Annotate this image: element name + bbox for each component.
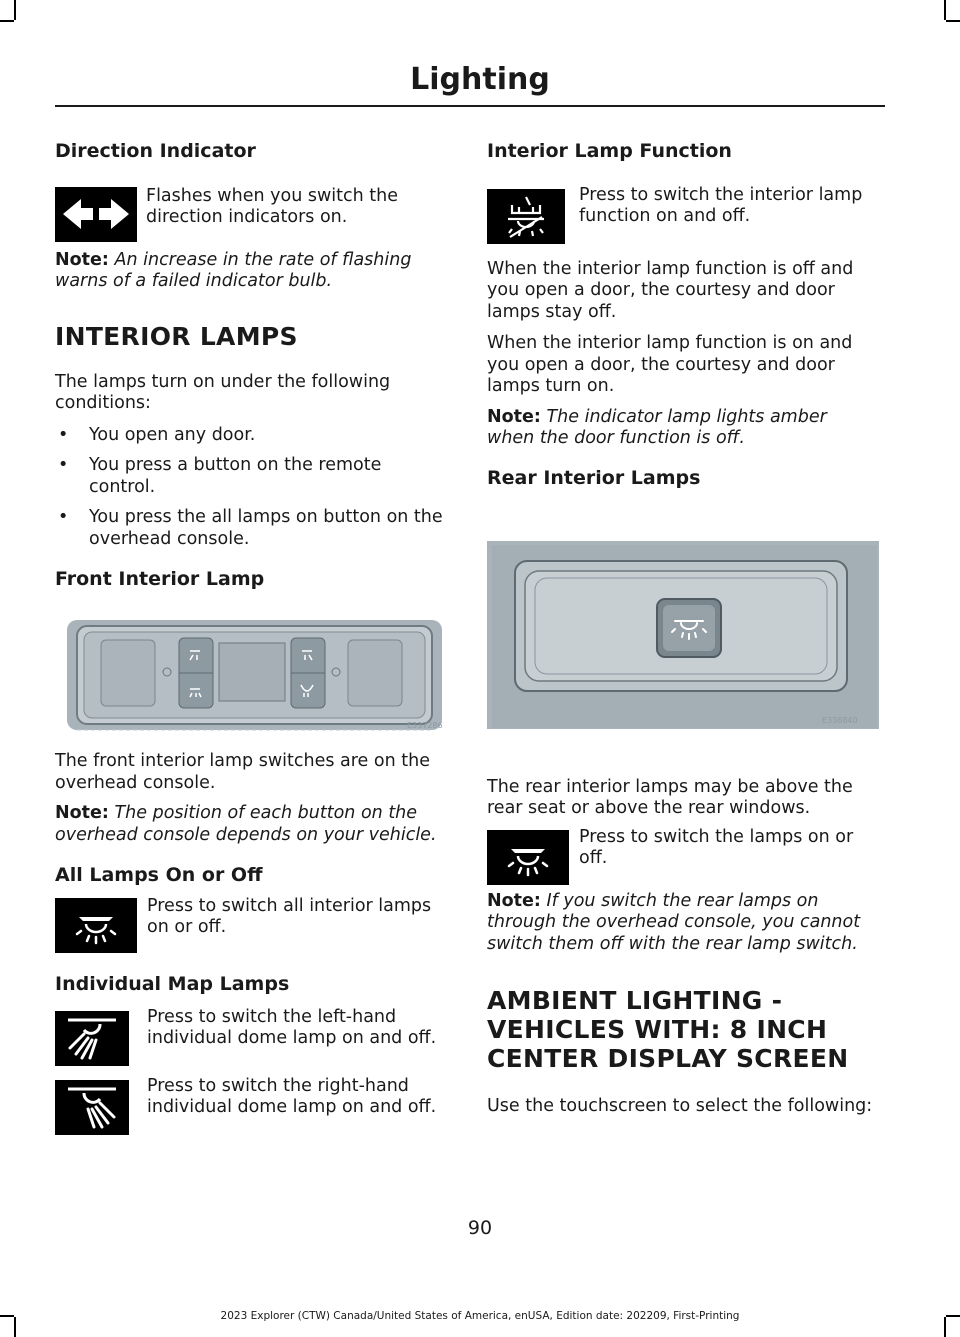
dome-lamp-icon (487, 830, 569, 885)
right-column (487, 140, 879, 1118)
heading-line: AMBIENT LIGHTING - (487, 986, 783, 1015)
crop-mark (0, 20, 14, 22)
conditions-list (55, 425, 447, 551)
page-number: 90 (467, 1217, 493, 1239)
interior-lamps-intro: The lamps turn on under the following conditions: (55, 371, 391, 414)
rear-lamp-press-text: Press to switch the lamps on or off. (579, 826, 854, 868)
list-item: • You press the all lamps on button on the overhead console. (55, 507, 447, 550)
interior-lamp-on-paragraph: When the interior lamp function is on and you open a door, the courtesy and door lamps turn on. (487, 333, 853, 397)
figure-code: E336840 (822, 715, 858, 725)
direction-indicator-heading: Direction Indicator (55, 140, 256, 162)
right-map-lamp-text: Press to switch the right-hand individual dome lamp on and off. (147, 1075, 437, 1117)
left-map-lamp-text: Press to switch the left-hand individual dome lamp on and off. (147, 1006, 437, 1048)
page-title: Lighting (410, 62, 550, 97)
list-item: • You press a button on the remote control. (55, 455, 447, 498)
direction-indicator-row (55, 185, 447, 242)
interior-lamp-off-paragraph: When the interior lamp function is off and you open a door, the courtesy and door lamps stay off. (487, 258, 854, 322)
ambient-lighting-text: Use the touchscreen to select the following: (487, 1096, 873, 1116)
all-lamps-row (55, 895, 447, 953)
rear-lamp-press-row (487, 826, 879, 885)
left-map-lamp-row (55, 1006, 447, 1066)
note-text: If you switch the rear lamps on through the overhead console, you cannot switch them off with the rear lamp switch. (487, 890, 861, 954)
interior-lamp-function-heading: Interior Lamp Function (487, 140, 732, 162)
footer-text: 2023 Explorer (CTW) Canada/United States of America, enUSA, Edition date: 202209, First-Printing (220, 1310, 740, 1322)
interior-lamp-function-row (487, 184, 879, 244)
heading-line: VEHICLES WITH: 8 INCH (487, 1015, 828, 1044)
front-lamp-figure (55, 615, 447, 735)
right-map-lamp-icon (55, 1080, 129, 1135)
ambient-lighting-heading (487, 986, 879, 1073)
crop-mark (946, 20, 960, 22)
interior-lamps-heading: INTERIOR LAMPS (55, 321, 298, 351)
note-label: Note: (55, 803, 109, 823)
note-label: Note: (487, 890, 541, 911)
map-lamps-heading: Individual Map Lamps (55, 972, 290, 995)
all-lamps-heading: All Lamps On or Off (55, 864, 263, 886)
all-lamps-text: Press to switch all interior lamps on or off. (147, 895, 432, 938)
note-text: The position of each button on the overhead console depends on your vehicle. (55, 803, 437, 845)
left-column (55, 140, 447, 1135)
rear-interior-lamps-note (487, 891, 879, 956)
heading-line: CENTER DISPLAY SCREEN (487, 1044, 849, 1073)
door-lamp-off-icon (487, 189, 565, 244)
rear-lamp-figure (487, 541, 879, 729)
note-label: Note: (55, 249, 109, 270)
note-label: Note: (487, 406, 541, 427)
front-interior-lamp-note (55, 803, 447, 846)
interior-lamp-function-note (487, 407, 879, 450)
direction-indicator-text: Flashes when you switch the direction indicators on. (146, 185, 398, 228)
header-rule (55, 105, 885, 107)
right-map-lamp-row (55, 1075, 447, 1135)
crop-mark (14, 0, 16, 20)
rear-interior-lamps-text: The rear interior lamps may be above the rear seat or above the rear windows. (487, 776, 853, 818)
interior-lamp-function-text: Press to switch the interior lamp function on and off. (579, 184, 863, 227)
rear-interior-lamps-heading: Rear Interior Lamps (487, 466, 701, 489)
left-map-lamp-icon (55, 1011, 129, 1066)
note-text: The indicator lamp lights amber when the door function is off. (487, 406, 827, 449)
list-item: • You open any door. (55, 425, 447, 447)
direction-arrows-icon (55, 187, 137, 242)
direction-indicator-note (55, 250, 447, 293)
front-interior-lamp-text: The front interior lamp switches are on the overhead console. (55, 751, 430, 793)
front-interior-lamp-heading: Front Interior Lamp (55, 568, 265, 591)
note-text: An increase in the rate of flashing warns of a failed indicator bulb. (55, 249, 412, 292)
crop-mark (944, 0, 946, 20)
figure-code: E337286 (407, 721, 443, 730)
dome-lamp-icon (55, 898, 137, 953)
